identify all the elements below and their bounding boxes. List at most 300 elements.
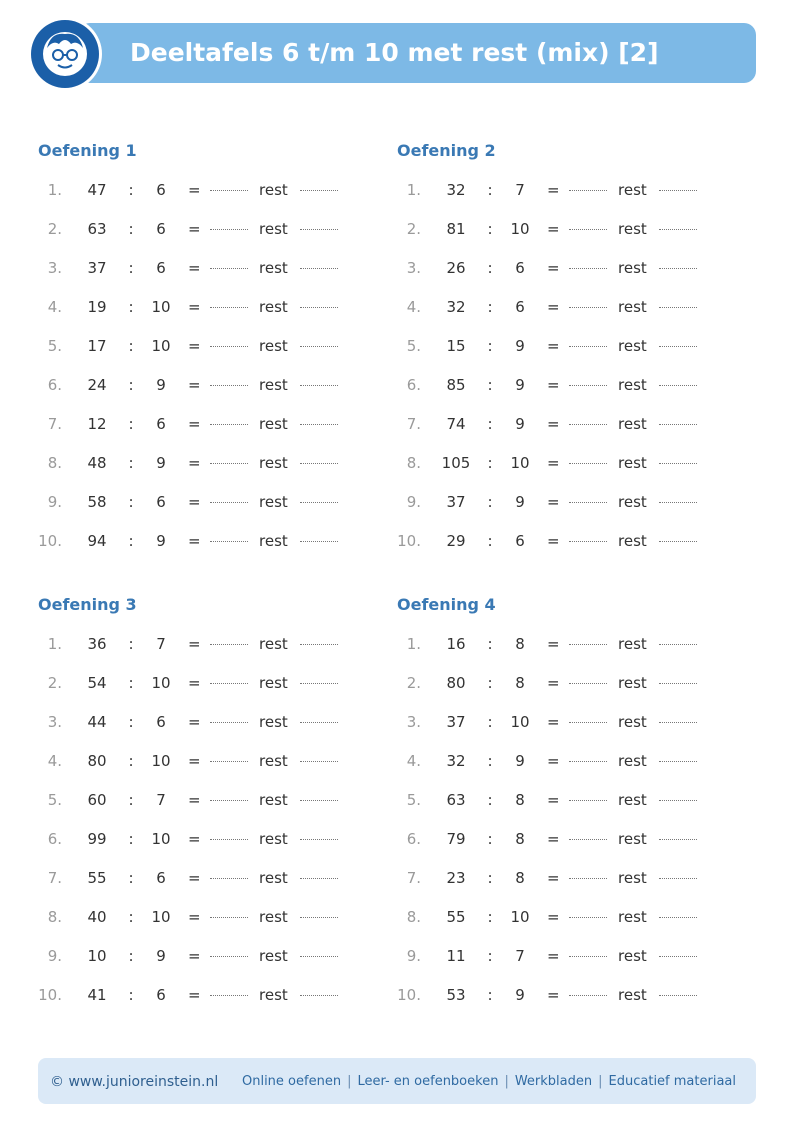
divisor: 9 [515, 376, 525, 394]
equals-sign: = [188, 713, 201, 731]
exercise-row [38, 944, 368, 968]
answer-blank[interactable] [210, 451, 248, 464]
rest-label: rest [259, 947, 288, 965]
exercise-title: Oefening 3 [38, 595, 137, 614]
dividend: 74 [446, 415, 466, 433]
answer-blank[interactable] [569, 256, 607, 269]
item-number: 7. [406, 415, 421, 433]
equals-sign: = [188, 220, 201, 238]
divisor: 8 [515, 830, 525, 848]
divide-sign: : [487, 674, 493, 692]
exercise-row [397, 827, 727, 851]
answer-blank[interactable] [569, 671, 607, 684]
remainder-blank[interactable] [659, 490, 697, 503]
divide-sign: : [128, 791, 134, 809]
answer-blank[interactable] [569, 749, 607, 762]
remainder-blank[interactable] [300, 671, 338, 684]
item-number: 1. [47, 181, 62, 199]
item-number: 3. [47, 259, 62, 277]
equals-sign: = [188, 752, 201, 770]
dividend: 81 [446, 220, 466, 238]
remainder-blank[interactable] [300, 178, 338, 191]
page-title: Deeltafels 6 t/m 10 met rest (mix) [2] [130, 38, 659, 67]
rest-label: rest [259, 493, 288, 511]
rest-label: rest [618, 869, 647, 887]
divide-sign: : [487, 869, 493, 887]
divisor: 6 [156, 493, 166, 511]
exercise-row [397, 373, 727, 397]
answer-blank[interactable] [210, 827, 248, 840]
divisor: 7 [156, 791, 166, 809]
answer-blank[interactable] [210, 256, 248, 269]
answer-blank[interactable] [569, 827, 607, 840]
remainder-blank[interactable] [659, 983, 697, 996]
equals-sign: = [547, 830, 560, 848]
answer-blank[interactable] [569, 529, 607, 542]
item-number: 5. [47, 337, 62, 355]
remainder-blank[interactable] [300, 827, 338, 840]
rest-label: rest [618, 298, 647, 316]
divisor: 6 [156, 869, 166, 887]
rest-label: rest [259, 713, 288, 731]
exercise-row [397, 295, 727, 319]
divisor: 7 [156, 635, 166, 653]
item-number: 1. [47, 635, 62, 653]
equals-sign: = [188, 181, 201, 199]
rest-label: rest [618, 635, 647, 653]
item-number: 7. [47, 869, 62, 887]
divisor: 9 [156, 376, 166, 394]
rest-label: rest [618, 337, 647, 355]
dividend: 29 [446, 532, 466, 550]
answer-blank[interactable] [569, 710, 607, 723]
remainder-blank[interactable] [300, 451, 338, 464]
equals-sign: = [547, 752, 560, 770]
divide-sign: : [487, 454, 493, 472]
exercise-row [397, 788, 727, 812]
exercise-row [38, 866, 368, 890]
dividend: 80 [446, 674, 466, 692]
answer-blank[interactable] [210, 632, 248, 645]
divisor: 9 [156, 532, 166, 550]
equals-sign: = [547, 947, 560, 965]
equals-sign: = [547, 415, 560, 433]
answer-blank[interactable] [569, 217, 607, 230]
exercise-row [397, 529, 727, 553]
answer-blank[interactable] [210, 866, 248, 879]
dividend: 37 [446, 493, 466, 511]
divide-sign: : [487, 493, 493, 511]
remainder-blank[interactable] [300, 905, 338, 918]
footer-copyright[interactable]: © www.junioreinstein.nl [50, 1074, 219, 1090]
item-number: 1. [406, 181, 421, 199]
dividend: 17 [87, 337, 107, 355]
remainder-blank[interactable] [300, 256, 338, 269]
footer-links [242, 1073, 736, 1091]
answer-blank[interactable] [210, 749, 248, 762]
exercise-row [38, 671, 368, 695]
answer-blank[interactable] [210, 217, 248, 230]
exercise-row [38, 178, 368, 202]
exercise-row [397, 905, 727, 929]
divide-sign: : [128, 986, 134, 1004]
equals-sign: = [188, 908, 201, 926]
remainder-blank[interactable] [659, 749, 697, 762]
equals-sign: = [547, 337, 560, 355]
answer-blank[interactable] [569, 373, 607, 386]
divisor: 9 [515, 337, 525, 355]
equals-sign: = [547, 713, 560, 731]
rest-label: rest [618, 791, 647, 809]
divisor: 9 [515, 493, 525, 511]
equals-sign: = [188, 259, 201, 277]
divisor: 8 [515, 674, 525, 692]
divisor: 10 [151, 908, 171, 926]
dividend: 54 [87, 674, 107, 692]
remainder-blank[interactable] [300, 412, 338, 425]
remainder-blank[interactable] [659, 710, 697, 723]
rest-label: rest [259, 830, 288, 848]
answer-blank[interactable] [569, 451, 607, 464]
equals-sign: = [188, 830, 201, 848]
dividend: 99 [87, 830, 107, 848]
remainder-blank[interactable] [659, 905, 697, 918]
rest-label: rest [618, 376, 647, 394]
answer-blank[interactable] [210, 490, 248, 503]
answer-blank[interactable] [210, 373, 248, 386]
exercise-row [38, 451, 368, 475]
divisor: 9 [515, 752, 525, 770]
divide-sign: : [128, 713, 134, 731]
exercise-row [38, 632, 368, 656]
answer-blank[interactable] [210, 295, 248, 308]
exercise-row [38, 334, 368, 358]
divide-sign: : [487, 181, 493, 199]
item-number: 6. [406, 376, 421, 394]
equals-sign: = [547, 298, 560, 316]
remainder-blank[interactable] [300, 529, 338, 542]
remainder-blank[interactable] [300, 710, 338, 723]
answer-blank[interactable] [210, 905, 248, 918]
divide-sign: : [487, 635, 493, 653]
dividend: 32 [446, 181, 466, 199]
answer-blank[interactable] [569, 905, 607, 918]
item-number: 5. [406, 337, 421, 355]
divisor: 6 [515, 298, 525, 316]
divide-sign: : [128, 752, 134, 770]
equals-sign: = [547, 493, 560, 511]
answer-blank[interactable] [210, 412, 248, 425]
rest-label: rest [618, 830, 647, 848]
remainder-blank[interactable] [659, 373, 697, 386]
remainder-blank[interactable] [659, 217, 697, 230]
divisor: 9 [156, 947, 166, 965]
item-number: 8. [406, 454, 421, 472]
equals-sign: = [188, 493, 201, 511]
divide-sign: : [487, 415, 493, 433]
rest-label: rest [618, 674, 647, 692]
remainder-blank[interactable] [659, 412, 697, 425]
exercise-row [397, 256, 727, 280]
divide-sign: : [487, 532, 493, 550]
dividend: 37 [87, 259, 107, 277]
divide-sign: : [487, 791, 493, 809]
dividend: 94 [87, 532, 107, 550]
answer-blank[interactable] [210, 788, 248, 801]
remainder-blank[interactable] [659, 178, 697, 191]
divide-sign: : [128, 830, 134, 848]
divisor: 8 [515, 869, 525, 887]
exercise-row [397, 983, 727, 1007]
answer-blank[interactable] [210, 983, 248, 996]
divisor: 10 [510, 713, 530, 731]
dividend: 12 [87, 415, 107, 433]
answer-blank[interactable] [210, 334, 248, 347]
answer-blank[interactable] [569, 632, 607, 645]
exercise-row [38, 710, 368, 734]
item-number: 6. [47, 830, 62, 848]
dividend: 105 [441, 454, 471, 472]
remainder-blank[interactable] [659, 944, 697, 957]
exercise-row [38, 490, 368, 514]
item-number: 3. [406, 713, 421, 731]
remainder-blank[interactable] [300, 749, 338, 762]
equals-sign: = [188, 791, 201, 809]
exercise-row [397, 178, 727, 202]
remainder-blank[interactable] [300, 944, 338, 957]
remainder-blank[interactable] [300, 217, 338, 230]
divide-sign: : [128, 376, 134, 394]
item-number: 7. [406, 869, 421, 887]
exercise-row [38, 412, 368, 436]
item-number: 4. [406, 298, 421, 316]
divisor: 6 [156, 220, 166, 238]
item-number: 8. [47, 454, 62, 472]
answer-blank[interactable] [569, 334, 607, 347]
remainder-blank[interactable] [300, 983, 338, 996]
divisor: 10 [151, 337, 171, 355]
divisor: 6 [156, 259, 166, 277]
remainder-blank[interactable] [659, 529, 697, 542]
divide-sign: : [128, 532, 134, 550]
footer-link-educatief[interactable]: Educatief materiaal [608, 1074, 736, 1089]
equals-sign: = [547, 259, 560, 277]
divide-sign: : [487, 908, 493, 926]
remainder-blank[interactable] [659, 295, 697, 308]
equals-sign: = [188, 454, 201, 472]
remainder-blank[interactable] [659, 334, 697, 347]
divide-sign: : [128, 454, 134, 472]
rest-label: rest [618, 454, 647, 472]
dividend: 26 [446, 259, 466, 277]
item-number: 3. [47, 713, 62, 731]
item-number: 6. [47, 376, 62, 394]
remainder-blank[interactable] [659, 866, 697, 879]
rest-label: rest [259, 259, 288, 277]
answer-blank[interactable] [569, 295, 607, 308]
divide-sign: : [128, 298, 134, 316]
divide-sign: : [128, 220, 134, 238]
footer-link-online-oefenen[interactable]: Online oefenen [241, 1074, 342, 1089]
item-number: 8. [406, 908, 421, 926]
item-number: 3. [406, 259, 421, 277]
answer-blank[interactable] [210, 944, 248, 957]
exercise-row [38, 295, 368, 319]
divide-sign: : [487, 220, 493, 238]
answer-blank[interactable] [210, 671, 248, 684]
remainder-blank[interactable] [300, 866, 338, 879]
rest-label: rest [259, 532, 288, 550]
logo-icon [25, 14, 105, 94]
dividend: 47 [87, 181, 107, 199]
divisor: 10 [151, 298, 171, 316]
divisor: 10 [510, 220, 530, 238]
dividend: 23 [446, 869, 466, 887]
rest-label: rest [618, 415, 647, 433]
equals-sign: = [547, 986, 560, 1004]
item-number: 9. [47, 947, 62, 965]
rest-label: rest [618, 947, 647, 965]
dividend: 16 [446, 635, 466, 653]
divide-sign: : [128, 674, 134, 692]
divide-sign: : [128, 181, 134, 199]
rest-label: rest [618, 181, 647, 199]
rest-label: rest [618, 532, 647, 550]
remainder-blank[interactable] [659, 256, 697, 269]
footer-link-boeken[interactable]: Leer- en oefenboeken [357, 1074, 499, 1089]
exercise-row [38, 256, 368, 280]
rest-label: rest [618, 493, 647, 511]
answer-blank[interactable] [569, 490, 607, 503]
dividend: 53 [446, 986, 466, 1004]
rest-label: rest [259, 791, 288, 809]
equals-sign: = [547, 869, 560, 887]
divisor: 10 [151, 674, 171, 692]
answer-blank[interactable] [210, 178, 248, 191]
divisor: 9 [515, 986, 525, 1004]
divide-sign: : [128, 869, 134, 887]
dividend: 15 [446, 337, 466, 355]
rest-label: rest [618, 986, 647, 1004]
junior-einstein-logo[interactable] [25, 14, 105, 94]
equals-sign: = [547, 181, 560, 199]
divide-sign: : [128, 337, 134, 355]
dividend: 55 [446, 908, 466, 926]
divisor: 8 [515, 791, 525, 809]
answer-blank[interactable] [569, 944, 607, 957]
divisor: 10 [510, 454, 530, 472]
divisor: 10 [151, 830, 171, 848]
footer-separator: | [598, 1074, 603, 1089]
remainder-blank[interactable] [659, 671, 697, 684]
item-number: 10. [38, 986, 62, 1004]
item-number: 6. [406, 830, 421, 848]
dividend: 37 [446, 713, 466, 731]
remainder-blank[interactable] [300, 295, 338, 308]
rest-label: rest [618, 220, 647, 238]
equals-sign: = [188, 415, 201, 433]
equals-sign: = [547, 454, 560, 472]
answer-blank[interactable] [569, 178, 607, 191]
remainder-blank[interactable] [300, 334, 338, 347]
rest-label: rest [259, 454, 288, 472]
dividend: 10 [87, 947, 107, 965]
divisor: 10 [510, 908, 530, 926]
divisor: 10 [151, 752, 171, 770]
answer-blank[interactable] [210, 710, 248, 723]
rest-label: rest [259, 298, 288, 316]
exercise-row [397, 632, 727, 656]
item-number: 10. [397, 532, 421, 550]
rest-label: rest [259, 635, 288, 653]
divide-sign: : [128, 493, 134, 511]
equals-sign: = [547, 532, 560, 550]
equals-sign: = [188, 869, 201, 887]
answer-blank[interactable] [569, 412, 607, 425]
item-number: 2. [47, 674, 62, 692]
equals-sign: = [547, 674, 560, 692]
dividend: 41 [87, 986, 107, 1004]
item-number: 9. [47, 493, 62, 511]
dividend: 63 [87, 220, 107, 238]
remainder-blank[interactable] [300, 373, 338, 386]
divide-sign: : [128, 635, 134, 653]
exercise-row [38, 983, 368, 1007]
exercise-row [397, 749, 727, 773]
rest-label: rest [259, 869, 288, 887]
answer-blank[interactable] [210, 529, 248, 542]
dividend: 40 [87, 908, 107, 926]
remainder-blank[interactable] [300, 632, 338, 645]
equals-sign: = [188, 947, 201, 965]
dividend: 80 [87, 752, 107, 770]
remainder-blank[interactable] [659, 632, 697, 645]
divide-sign: : [487, 752, 493, 770]
divisor: 6 [515, 259, 525, 277]
item-number: 5. [47, 791, 62, 809]
answer-blank[interactable] [569, 866, 607, 879]
divide-sign: : [487, 259, 493, 277]
item-number: 9. [406, 493, 421, 511]
divisor: 6 [156, 986, 166, 1004]
equals-sign: = [188, 674, 201, 692]
item-number: 1. [406, 635, 421, 653]
rest-label: rest [259, 752, 288, 770]
divisor: 6 [515, 532, 525, 550]
rest-label: rest [259, 674, 288, 692]
footer-link-werkbladen[interactable]: Werkbladen [514, 1074, 593, 1089]
remainder-blank[interactable] [659, 827, 697, 840]
remainder-blank[interactable] [300, 490, 338, 503]
rest-label: rest [618, 713, 647, 731]
remainder-blank[interactable] [300, 788, 338, 801]
divide-sign: : [128, 415, 134, 433]
equals-sign: = [547, 791, 560, 809]
dividend: 60 [87, 791, 107, 809]
remainder-blank[interactable] [659, 451, 697, 464]
divisor: 7 [515, 947, 525, 965]
rest-label: rest [618, 908, 647, 926]
remainder-blank[interactable] [659, 788, 697, 801]
equals-sign: = [547, 220, 560, 238]
rest-label: rest [618, 259, 647, 277]
answer-blank[interactable] [569, 983, 607, 996]
item-number: 4. [47, 298, 62, 316]
rest-label: rest [259, 376, 288, 394]
exercise-row [397, 671, 727, 695]
dividend: 32 [446, 752, 466, 770]
answer-blank[interactable] [569, 788, 607, 801]
